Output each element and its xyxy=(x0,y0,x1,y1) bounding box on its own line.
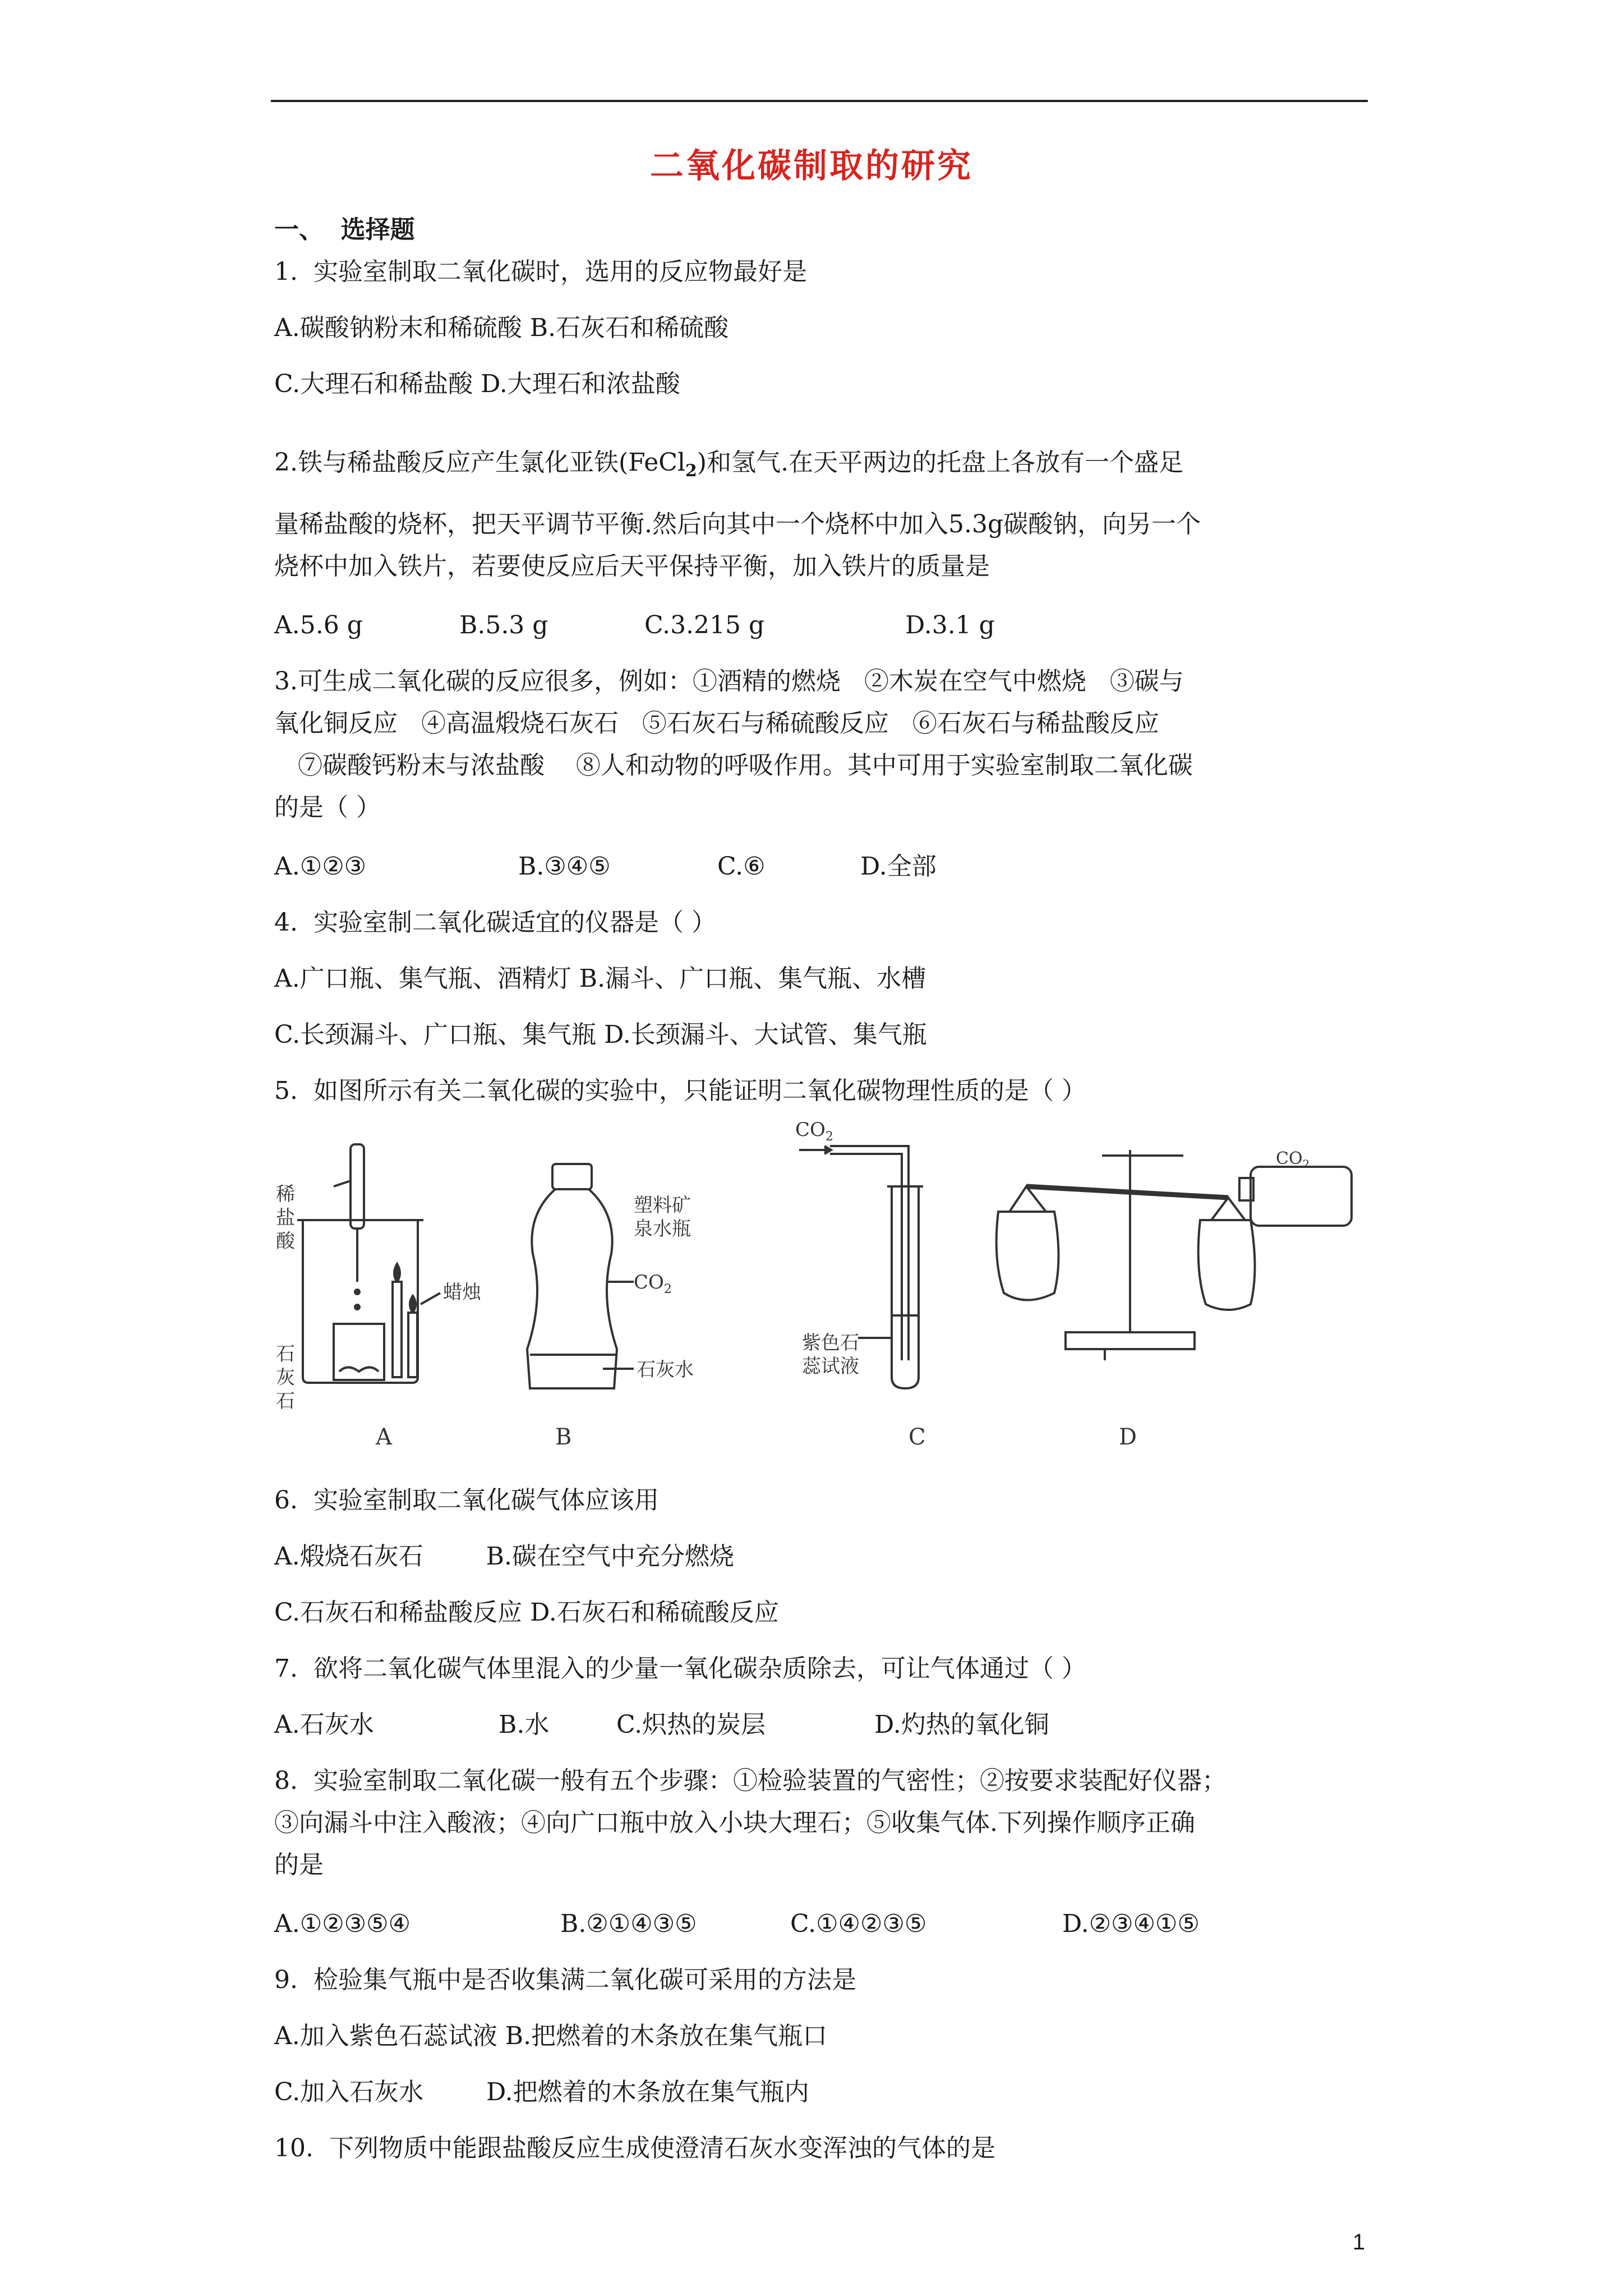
caption-c: C xyxy=(909,1424,926,1450)
q3-option-d: D.全部 xyxy=(860,852,937,881)
caption-a: A xyxy=(376,1424,392,1450)
q2-stem-post: )和氢气.在天平两边的托盘上各放有一个盛足 xyxy=(697,448,1184,477)
b-label-bottle-2: 泉水瓶 xyxy=(634,1218,691,1240)
q8-line2: ③向漏斗中注入酸液；④向广口瓶中放入小块大理石；⑤收集气体.下列操作顺序正确 xyxy=(274,1809,1195,1837)
q2-option-b: B.5.3 g xyxy=(459,611,548,639)
q4-options-ab: A.广口瓶、集气瓶、酒精灯 B.漏斗、广口瓶、集气瓶、水槽 xyxy=(274,964,926,993)
q3-line2: 氧化铜反应 ④高温煅烧石灰石 ⑤石灰石与稀硫酸反应 ⑥石灰石与稀盐酸反应 xyxy=(274,709,1159,738)
caption-d: D xyxy=(1119,1424,1137,1450)
q1-options-ab: A.碳酸钠粉末和稀硫酸 B.石灰石和稀硫酸 xyxy=(274,314,729,342)
q3-options xyxy=(274,850,1368,884)
q7-options xyxy=(274,1708,1368,1742)
c-label-litmus-1: 紫色石 xyxy=(802,1332,859,1354)
figure-b-plastic-bottle xyxy=(527,1164,634,1388)
q7-option-b: B.水 xyxy=(499,1710,550,1739)
q6-options-ab: A.煅烧石灰石 B.碳在空气中充分燃烧 xyxy=(274,1542,734,1571)
q3-line3: ⑦碳酸钙粉末与浓盐酸 ⑧人和动物的呼吸作用。其中可用于实验室制取二氧化碳 xyxy=(274,751,1193,780)
figure-d-balance xyxy=(997,1150,1352,1360)
q8-option-b: B.②①④③⑤ xyxy=(560,1910,697,1938)
q5-stem: 5. 如图所示有关二氧化碳的实验中，只能证明二氧化碳物理性质的是（ ） xyxy=(274,1076,1086,1105)
q9-stem: 9. 检验集气瓶中是否收集满二氧化碳可采用的方法是 xyxy=(274,1966,856,1994)
caption-b: B xyxy=(555,1424,572,1450)
q6-options-cd: C.石灰石和稀盐酸反应 D.石灰石和稀硫酸反应 xyxy=(274,1598,779,1627)
b-label-bottle-1: 塑料矿 xyxy=(634,1194,691,1217)
section-heading: 一、 选择题 xyxy=(274,215,415,244)
b-label-gas: $CO_2$ xyxy=(634,1271,672,1296)
a-label-acid-3: 酸 xyxy=(276,1230,295,1253)
q3-line4: 的是（ ） xyxy=(274,793,381,822)
a-label-acid-1: 稀 xyxy=(276,1183,295,1205)
page-number: 1 xyxy=(1352,2230,1365,2254)
q2-options xyxy=(274,609,1368,642)
q9-options-ab: A.加入紫色石蕊试液 B.把燃着的木条放在集气瓶口 xyxy=(274,2022,828,2050)
q2-line2: 量稀盐酸的烧杯，把天平调节平衡.然后向其中一个烧杯中加入5.3g碳酸钠，向另一个 xyxy=(274,510,1201,539)
a-label-stone-1: 石 xyxy=(276,1343,295,1365)
header-rule xyxy=(271,100,1368,102)
c-label-gas: $CO_2$ xyxy=(795,1119,833,1144)
q8-line3: 的是 xyxy=(274,1851,324,1879)
q1-options-cd: C.大理石和稀盐酸 D.大理石和浓盐酸 xyxy=(274,370,680,398)
q3-option-c: C.⑥ xyxy=(717,852,766,881)
q9-options-cd: C.加入石灰水 D.把燃着的木条放在集气瓶内 xyxy=(274,2078,809,2106)
c-label-litmus-2: 蕊试液 xyxy=(802,1355,859,1378)
b-label-limewater: 石灰水 xyxy=(637,1359,694,1381)
q2-stem xyxy=(274,446,1183,488)
q7-stem: 7. 欲将二氧化碳气体里混入的少量一氧化碳杂质除去，可让气体通过（ ） xyxy=(274,1654,1086,1683)
q1-stem: 1. 实验室制取二氧化碳时，选用的反应物最好是 xyxy=(274,257,807,286)
q3-option-a: A.①②③ xyxy=(274,852,367,881)
q2-option-d: D.3.1 g xyxy=(905,611,995,639)
q7-option-d: D.灼热的氧化铜 xyxy=(874,1710,1049,1739)
q2-line3: 烧杯中加入铁片，若要使反应后天平保持平衡，加入铁片的质量是 xyxy=(274,552,990,581)
q3-line1: 3.可生成二氧化碳的反应很多，例如：①酒精的燃烧 ②木炭在空气中燃烧 ③碳与 xyxy=(274,667,1184,696)
document-title: 二氧化碳制取的研究 xyxy=(650,146,973,186)
q8-line1: 8. 实验室制取二氧化碳一般有五个步骤：①检验装置的气密性；②按要求装配好仪器； xyxy=(274,1766,1227,1795)
q6-stem: 6. 实验室制取二氧化碳气体应该用 xyxy=(274,1486,659,1515)
q2-subscript: 2 xyxy=(685,461,697,481)
q8-option-a: A.①②③⑤④ xyxy=(274,1910,411,1938)
q7-option-c: C.炽热的炭层 xyxy=(616,1710,766,1739)
q4-options-cd: C.长颈漏斗、广口瓶、集气瓶 D.长颈漏斗、大试管、集气瓶 xyxy=(274,1020,927,1049)
a-label-candle: 蜡烛 xyxy=(443,1281,481,1304)
figure-a-beaker-apparatus xyxy=(297,1144,440,1383)
q10-stem: 10. 下列物质中能跟盐酸反应生成使澄清石灰水变浑浊的气体的是 xyxy=(274,2134,995,2162)
q2-stem-pre: 2.铁与稀盐酸反应产生氯化亚铁(FeCl xyxy=(274,448,686,477)
q4-stem: 4. 实验室制二氧化碳适宜的仪器是（ ） xyxy=(274,908,716,937)
q8-option-c: C.①④②③⑤ xyxy=(790,1910,927,1938)
a-label-stone-3: 石 xyxy=(276,1390,295,1412)
d-label-gas: $CO_2$ xyxy=(1276,1149,1310,1171)
q7-option-a: A.石灰水 xyxy=(274,1710,374,1739)
a-label-stone-2: 灰 xyxy=(276,1366,295,1389)
q2-option-c: C.3.215 g xyxy=(644,611,765,639)
experiment-figure xyxy=(264,1114,1310,1484)
q8-options xyxy=(274,1907,1368,1941)
q8-option-d: D.②③④①⑤ xyxy=(1062,1910,1200,1938)
a-label-acid-2: 盐 xyxy=(276,1207,295,1229)
q3-option-b: B.③④⑤ xyxy=(518,852,611,881)
q2-option-a: A.5.6 g xyxy=(274,611,363,639)
